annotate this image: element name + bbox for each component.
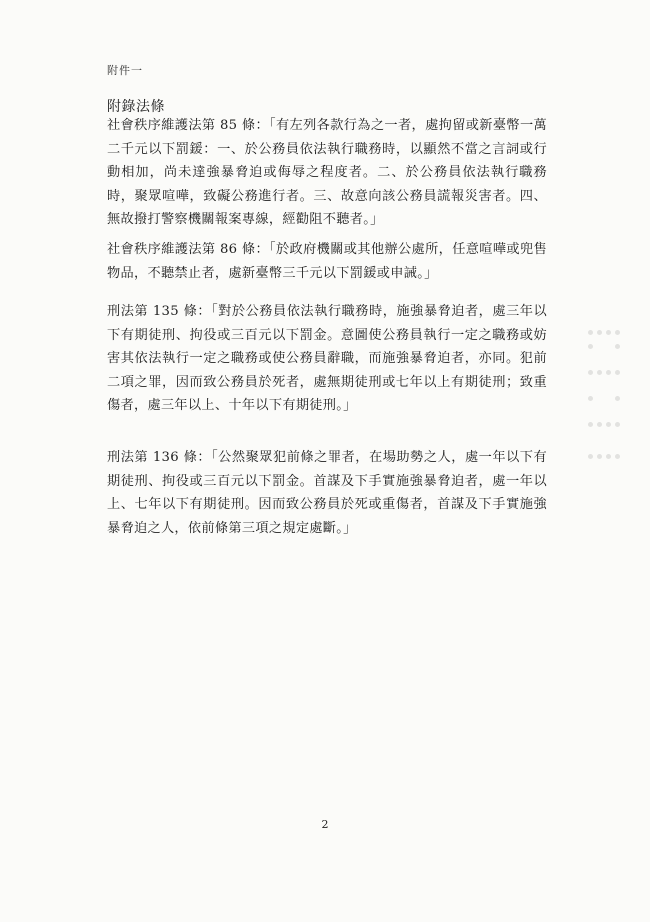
scan-artifact xyxy=(588,330,628,470)
page-number: 2 xyxy=(321,818,329,831)
law-paragraph: 社會秩序維護法第 85 條：「有左列各款行為之一者，處拘留或新臺幣一萬二千元以下罰鍰：一、於公務員依法執行職務時，以顯然不當之言詞或行動相加，尚未達強暴脅迫或侮辱之程度者。二、於公務員依法執行職務時，聚眾喧嘩，致礙公務進行者。三、故意向該公務員謊報災害者。四、無故撥打警察機關報案專線，經勸阻不聽者。」 xyxy=(107,118,547,228)
attachment-label: 附件一 xyxy=(107,64,143,77)
law-paragraph: 刑法第 135 條：「對於公務員依法執行職務時，施強暴脅迫者，處三年以下有期徒刑、拘役或三百元以下罰金。意圖使公務員執行一定之職務或妨害其依法執行一定之職務或使公務員辭職，而施強暴脅迫者，亦同。犯前二項之罪，因而致公務員於死者，處無期徒刑或七年以上有期徒刑；致重傷者，處三年以上、十年以下有期徒刑。」 xyxy=(107,304,547,414)
section-title: 附錄法條 xyxy=(107,99,165,115)
law-paragraph: 社會秩序維護法第 86 條：「於政府機關或其他辦公處所，任意喧嘩或兜售物品，不聽禁止者，處新臺幣三千元以下罰鍰或申誡。」 xyxy=(107,242,547,281)
law-paragraph: 刑法第 136 條：「公然聚眾犯前條之罪者，在場助勢之人，處一年以下有期徒刑、拘役或三百元以下罰金。首謀及下手實施強暴脅迫者，處一年以上、七年以下有期徒刑。因而致公務員於死或重傷者，首謀及下手實施強暴脅迫之人，依前條第三項之規定處斷。」 xyxy=(107,450,547,536)
